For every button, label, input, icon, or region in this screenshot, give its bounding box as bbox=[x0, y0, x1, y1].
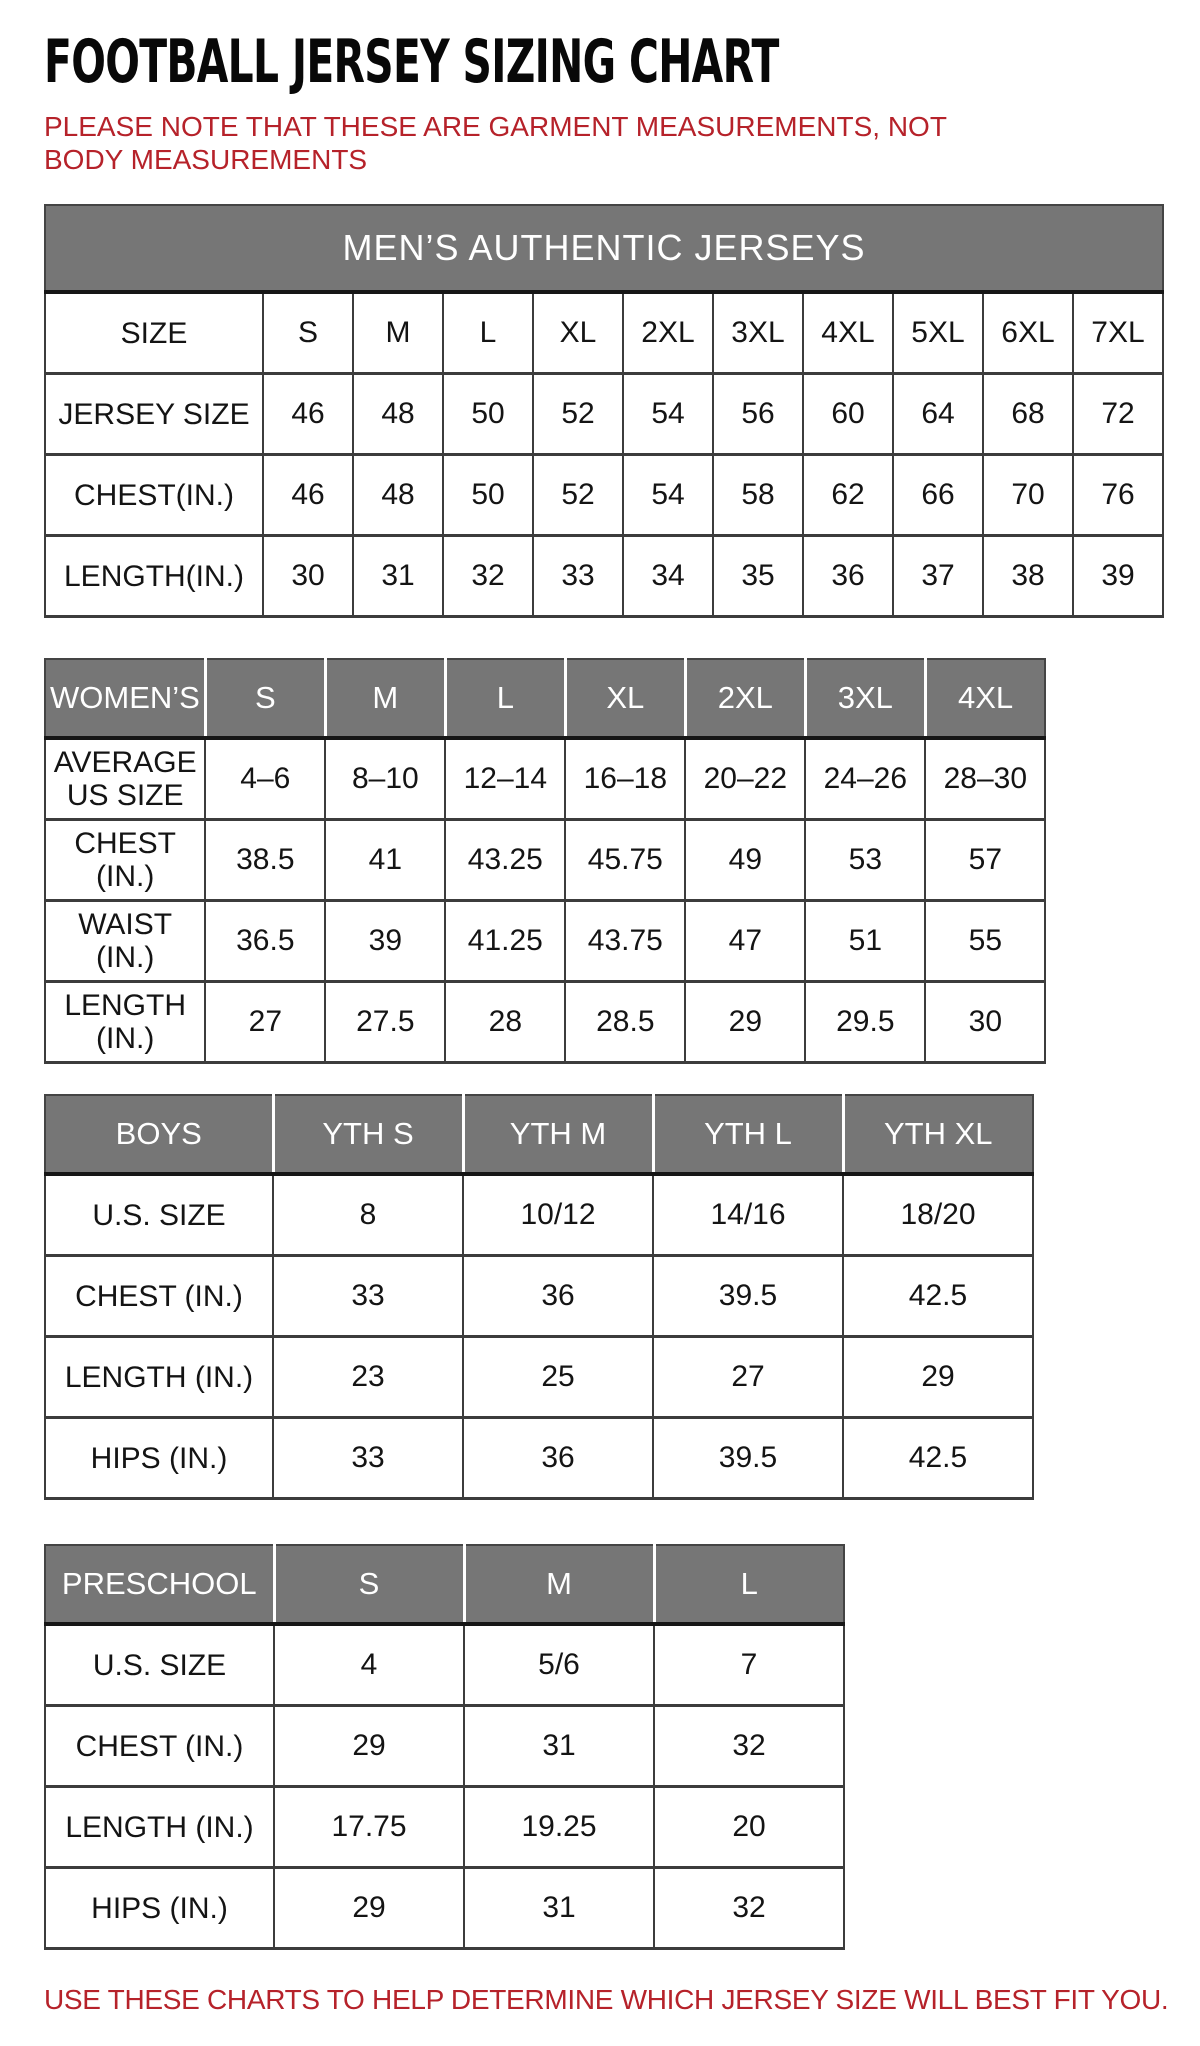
table-row bbox=[45, 1787, 844, 1868]
value-cell: 30 bbox=[925, 982, 1045, 1063]
value-cell: 28.5 bbox=[565, 982, 685, 1063]
value-cell: L bbox=[443, 292, 533, 374]
value-cell: 20 bbox=[654, 1787, 844, 1868]
value-cell: 57 bbox=[925, 820, 1045, 901]
value-cell: 50 bbox=[443, 455, 533, 536]
table-row bbox=[45, 1256, 1033, 1337]
value-cell: 46 bbox=[263, 455, 353, 536]
value-cell: M bbox=[353, 292, 443, 374]
value-cell: 28 bbox=[445, 982, 565, 1063]
value-cell: 70 bbox=[983, 455, 1073, 536]
value-cell: 31 bbox=[464, 1868, 654, 1949]
value-cell: 52 bbox=[533, 455, 623, 536]
value-cell: 36 bbox=[463, 1256, 653, 1337]
table-header-row bbox=[45, 659, 1045, 738]
value-cell: 36.5 bbox=[205, 901, 325, 982]
row-label-cell: U.S. SIZE bbox=[45, 1174, 273, 1256]
size-header-cell: L bbox=[654, 1545, 844, 1624]
value-cell: 66 bbox=[893, 455, 983, 536]
value-cell: 45.75 bbox=[565, 820, 685, 901]
table-row bbox=[45, 374, 1163, 455]
row-label-cell: JERSEY SIZE bbox=[45, 374, 263, 455]
row-label-cell: WAIST (IN.) bbox=[45, 901, 205, 982]
value-cell: 43.75 bbox=[565, 901, 685, 982]
table-row bbox=[45, 1418, 1033, 1499]
row-label-cell: SIZE bbox=[45, 292, 263, 374]
size-header-cell: XL bbox=[565, 659, 685, 738]
value-cell: 39.5 bbox=[653, 1418, 843, 1499]
fit-advice-footer: USE THESE CHARTS TO HELP DETERMINE WHICH JERSEY SIZE WILL BEST FIT YOU. bbox=[44, 1984, 1169, 2016]
garment-measurement-note: PLEASE NOTE THAT THESE ARE GARMENT MEASUREMENTS, NOT BODY MEASUREMENTS bbox=[44, 111, 947, 176]
row-label-cell: CHEST (IN.) bbox=[45, 820, 205, 901]
value-cell: 42.5 bbox=[843, 1418, 1033, 1499]
table-row bbox=[45, 292, 1163, 374]
value-cell: 8–10 bbox=[325, 738, 445, 820]
row-label-cell: HIPS (IN.) bbox=[45, 1418, 273, 1499]
value-cell: 23 bbox=[273, 1337, 463, 1418]
size-header-cell: S bbox=[205, 659, 325, 738]
value-cell: 30 bbox=[263, 536, 353, 617]
size-header-cell: YTH XL bbox=[843, 1095, 1033, 1174]
table-row bbox=[45, 1706, 844, 1787]
value-cell: 60 bbox=[803, 374, 893, 455]
size-header-cell: YTH L bbox=[653, 1095, 843, 1174]
value-cell: 39 bbox=[325, 901, 445, 982]
value-cell: 62 bbox=[803, 455, 893, 536]
value-cell: 47 bbox=[685, 901, 805, 982]
value-cell: 8 bbox=[273, 1174, 463, 1256]
value-cell: 29 bbox=[843, 1337, 1033, 1418]
value-cell: 49 bbox=[685, 820, 805, 901]
row-label-cell: CHEST (IN.) bbox=[45, 1706, 274, 1787]
table-row bbox=[45, 1868, 844, 1949]
value-cell: 24–26 bbox=[805, 738, 925, 820]
table-row bbox=[45, 1174, 1033, 1256]
value-cell: 32 bbox=[654, 1868, 844, 1949]
value-cell: 27 bbox=[653, 1337, 843, 1418]
value-cell: 41.25 bbox=[445, 901, 565, 982]
mens-table-container bbox=[44, 204, 1170, 618]
value-cell: 5/6 bbox=[464, 1624, 654, 1706]
size-header-cell: YTH M bbox=[463, 1095, 653, 1174]
page-title: FOOTBALL JERSEY SIZING CHART bbox=[44, 27, 779, 97]
value-cell: 27 bbox=[205, 982, 325, 1063]
value-cell: 54 bbox=[623, 374, 713, 455]
value-cell: S bbox=[263, 292, 353, 374]
row-label-cell: AVERAGE US SIZE bbox=[45, 738, 205, 820]
value-cell: 36 bbox=[463, 1418, 653, 1499]
boys-sizing-table bbox=[44, 1094, 1034, 1500]
size-header-cell: M bbox=[325, 659, 445, 738]
value-cell: 52 bbox=[533, 374, 623, 455]
value-cell: 20–22 bbox=[685, 738, 805, 820]
table-row bbox=[45, 455, 1163, 536]
value-cell: 33 bbox=[533, 536, 623, 617]
value-cell: 48 bbox=[353, 455, 443, 536]
value-cell: 41 bbox=[325, 820, 445, 901]
preschool-sizing-table bbox=[44, 1544, 845, 1950]
value-cell: 32 bbox=[654, 1706, 844, 1787]
row-label-cell: CHEST(IN.) bbox=[45, 455, 263, 536]
value-cell: 53 bbox=[805, 820, 925, 901]
value-cell: 29 bbox=[274, 1706, 464, 1787]
row-label-cell: CHEST (IN.) bbox=[45, 1256, 273, 1337]
table-row bbox=[45, 982, 1045, 1063]
value-cell: 18/20 bbox=[843, 1174, 1033, 1256]
size-header-cell: S bbox=[274, 1545, 464, 1624]
value-cell: 2XL bbox=[623, 292, 713, 374]
value-cell: 14/16 bbox=[653, 1174, 843, 1256]
size-header-cell: 2XL bbox=[685, 659, 805, 738]
size-header-cell: 4XL bbox=[925, 659, 1045, 738]
value-cell: 34 bbox=[623, 536, 713, 617]
value-cell: 37 bbox=[893, 536, 983, 617]
mens-sizing-table bbox=[44, 204, 1164, 618]
value-cell: 16–18 bbox=[565, 738, 685, 820]
value-cell: 54 bbox=[623, 455, 713, 536]
row-label-cell: HIPS (IN.) bbox=[45, 1868, 274, 1949]
value-cell: 10/12 bbox=[463, 1174, 653, 1256]
value-cell: 33 bbox=[273, 1418, 463, 1499]
table-row bbox=[45, 1624, 844, 1706]
row-label-cell: LENGTH (IN.) bbox=[45, 982, 205, 1063]
value-cell: 64 bbox=[893, 374, 983, 455]
value-cell: 38 bbox=[983, 536, 1073, 617]
row-label-cell: LENGTH (IN.) bbox=[45, 1337, 273, 1418]
value-cell: 17.75 bbox=[274, 1787, 464, 1868]
value-cell: 12–14 bbox=[445, 738, 565, 820]
value-cell: 28–30 bbox=[925, 738, 1045, 820]
value-cell: 58 bbox=[713, 455, 803, 536]
preschool-header-label: PRESCHOOL bbox=[45, 1545, 274, 1624]
value-cell: 29 bbox=[685, 982, 805, 1063]
preschool-table-container bbox=[44, 1544, 1170, 1950]
value-cell: 42.5 bbox=[843, 1256, 1033, 1337]
size-header-cell: M bbox=[464, 1545, 654, 1624]
value-cell: 48 bbox=[353, 374, 443, 455]
value-cell: 25 bbox=[463, 1337, 653, 1418]
value-cell: 72 bbox=[1073, 374, 1163, 455]
size-header-cell: YTH S bbox=[273, 1095, 463, 1174]
value-cell: 36 bbox=[803, 536, 893, 617]
mens-table-title: MEN’S AUTHENTIC JERSEYS bbox=[45, 205, 1163, 292]
value-cell: 31 bbox=[353, 536, 443, 617]
value-cell: 56 bbox=[713, 374, 803, 455]
table-row bbox=[45, 738, 1045, 820]
value-cell: 4XL bbox=[803, 292, 893, 374]
table-header-row bbox=[45, 1095, 1033, 1174]
size-header-cell: L bbox=[445, 659, 565, 738]
value-cell: 29 bbox=[274, 1868, 464, 1949]
table-header-row bbox=[45, 1545, 844, 1624]
womens-sizing-table bbox=[44, 658, 1046, 1064]
value-cell: 4–6 bbox=[205, 738, 325, 820]
value-cell: 3XL bbox=[713, 292, 803, 374]
row-label-cell: LENGTH(IN.) bbox=[45, 536, 263, 617]
value-cell: 27.5 bbox=[325, 982, 445, 1063]
value-cell: 32 bbox=[443, 536, 533, 617]
value-cell: 55 bbox=[925, 901, 1045, 982]
value-cell: 43.25 bbox=[445, 820, 565, 901]
value-cell: 6XL bbox=[983, 292, 1073, 374]
table-row bbox=[45, 1337, 1033, 1418]
value-cell: 19.25 bbox=[464, 1787, 654, 1868]
table-row bbox=[45, 901, 1045, 982]
value-cell: 35 bbox=[713, 536, 803, 617]
value-cell: 33 bbox=[273, 1256, 463, 1337]
womens-header-label: WOMEN’S bbox=[45, 659, 205, 738]
value-cell: 51 bbox=[805, 901, 925, 982]
value-cell: 39 bbox=[1073, 536, 1163, 617]
value-cell: 50 bbox=[443, 374, 533, 455]
size-header-cell: 3XL bbox=[805, 659, 925, 738]
boys-header-label: BOYS bbox=[45, 1095, 273, 1174]
value-cell: 76 bbox=[1073, 455, 1163, 536]
row-label-cell: LENGTH (IN.) bbox=[45, 1787, 274, 1868]
table-row bbox=[45, 820, 1045, 901]
value-cell: 4 bbox=[274, 1624, 464, 1706]
value-cell: 29.5 bbox=[805, 982, 925, 1063]
value-cell: 5XL bbox=[893, 292, 983, 374]
value-cell: 7XL bbox=[1073, 292, 1163, 374]
value-cell: 68 bbox=[983, 374, 1073, 455]
value-cell: 7 bbox=[654, 1624, 844, 1706]
value-cell: 31 bbox=[464, 1706, 654, 1787]
row-label-cell: U.S. SIZE bbox=[45, 1624, 274, 1706]
table-title-row bbox=[45, 205, 1163, 292]
value-cell: 38.5 bbox=[205, 820, 325, 901]
boys-table-container bbox=[44, 1094, 1170, 1500]
value-cell: 46 bbox=[263, 374, 353, 455]
value-cell: XL bbox=[533, 292, 623, 374]
value-cell: 39.5 bbox=[653, 1256, 843, 1337]
womens-table-container bbox=[44, 658, 1170, 1064]
table-row bbox=[45, 536, 1163, 617]
